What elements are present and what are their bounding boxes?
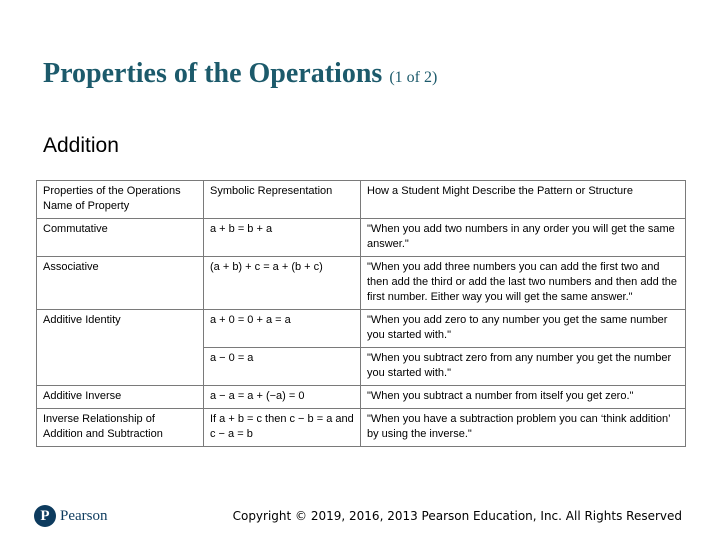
symbolic-cell: a + b = b + a (204, 219, 361, 257)
table-row (37, 257, 686, 310)
copyright-notice: Copyright © 2019, 2016, 2013 Pearson Education, Inc. All Rights Reserved (232, 509, 682, 523)
symbolic-cell: (a + b) + c = a + (b + c) (204, 257, 361, 310)
symbolic-cell: a − 0 = a (204, 348, 361, 386)
description-cell: "When you have a subtraction problem you can ‘think addition’ by using the inverse." (361, 409, 686, 447)
property-name-cell: Associative (37, 257, 204, 310)
header-student-description: How a Student Might Describe the Pattern or Structure (361, 181, 686, 219)
slide-title (43, 58, 437, 90)
table-row (37, 310, 686, 348)
property-name-cell: Additive Inverse (37, 386, 204, 409)
table-row (37, 386, 686, 409)
description-cell: "When you subtract a number from itself you get zero." (361, 386, 686, 409)
table-row (37, 409, 686, 447)
pearson-logo-text: Pearson (60, 507, 108, 524)
symbolic-cell: a − a = a + (−a) = 0 (204, 386, 361, 409)
properties-table (36, 180, 686, 447)
pearson-logo (34, 505, 108, 527)
header-property-name: Properties of the Operations Name of Property (37, 181, 204, 219)
symbolic-cell: If a + b = c then c − b = a and c − a = b (204, 409, 361, 447)
description-cell: "When you subtract zero from any number you get the number you started with." (361, 348, 686, 386)
description-cell: "When you add three numbers you can add the first two and then add the third or add the last two numbers and then add the first number. Either way you will get the same answer." (361, 257, 686, 310)
property-name-cell: Inverse Relationship of Addition and Subtraction (37, 409, 204, 447)
description-cell: "When you add zero to any number you get the same number you started with." (361, 310, 686, 348)
section-heading: Addition (43, 134, 119, 157)
table-row (37, 219, 686, 257)
table-header-row (37, 181, 686, 219)
description-cell: "When you add two numbers in any order you will get the same answer." (361, 219, 686, 257)
property-name-cell: Additive Identity (37, 310, 204, 386)
slide-title-suffix: (1 of 2) (389, 69, 438, 86)
property-name-cell: Commutative (37, 219, 204, 257)
symbolic-cell: a + 0 = 0 + a = a (204, 310, 361, 348)
slide-title-text: Properties of the Operations (43, 58, 383, 89)
pearson-logo-icon: P (34, 505, 56, 527)
header-symbolic-representation: Symbolic Representation (204, 181, 361, 219)
